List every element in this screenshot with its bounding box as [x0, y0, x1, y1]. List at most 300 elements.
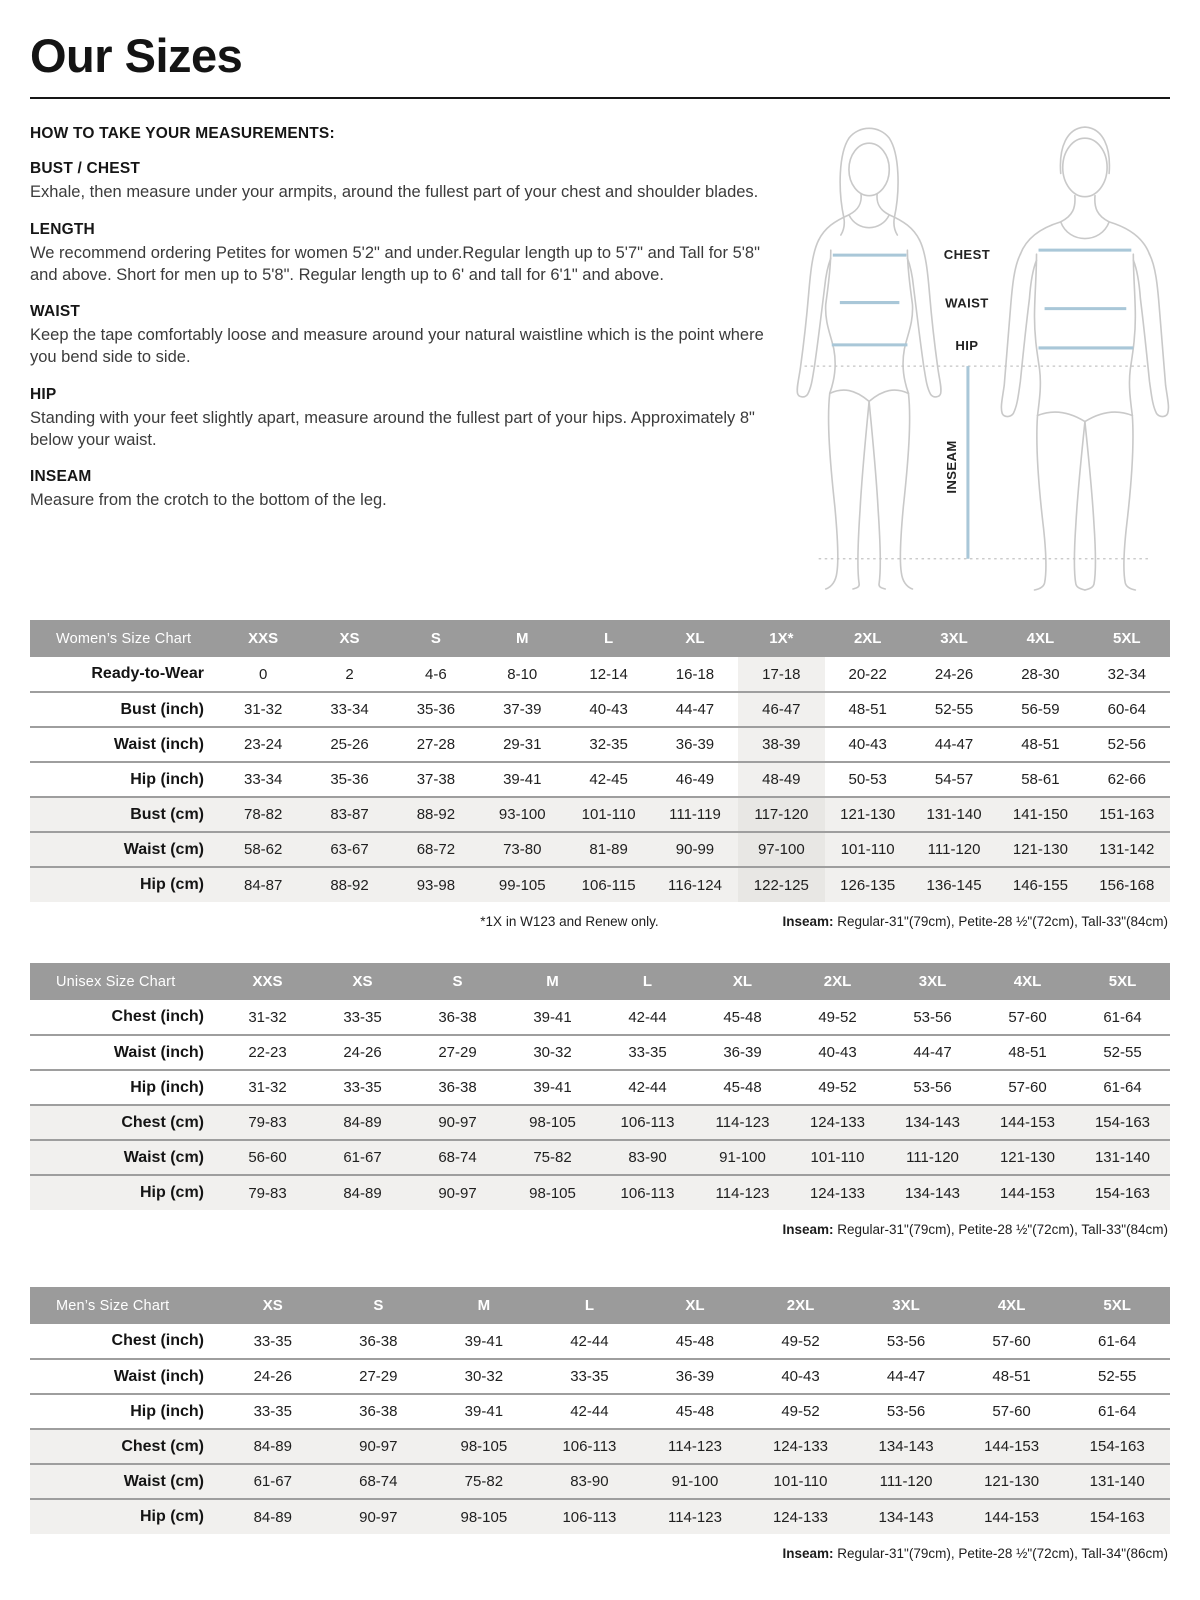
size-cell: 58-62 — [220, 832, 306, 867]
size-cell: 24-26 — [343, 1044, 382, 1061]
size-cell: 33-34 — [243, 771, 283, 788]
row-label: Waist (inch) — [113, 735, 204, 753]
size-cell: 84-89 — [220, 1429, 326, 1464]
size-cell: 45-48 — [723, 1008, 762, 1026]
size-cell: 84-87 — [220, 867, 306, 902]
size-cell: 48-51 — [848, 701, 887, 718]
row-label: Waist (cm) — [30, 1140, 220, 1175]
size-cell: 44-47 — [675, 701, 715, 718]
size-cell: 84-89 — [220, 1499, 326, 1534]
size-cell: 52-56 — [1107, 736, 1146, 753]
size-cell: 37-39 — [503, 701, 542, 718]
size-column-header: XXS — [220, 963, 315, 1000]
size-cell: 146-155 — [997, 867, 1083, 902]
size-cell: 8-10 — [507, 665, 538, 683]
size-cell: 46-47 — [738, 692, 824, 727]
size-cell: 98-105 — [431, 1429, 537, 1464]
section-body-inseam: Measure from the crotch to the bottom of the leg. — [30, 491, 387, 510]
size-cell: 68-74 — [326, 1464, 432, 1499]
size-cell: 121-130 — [997, 832, 1083, 867]
table-row — [30, 1359, 1170, 1394]
size-cell: 44-47 — [934, 736, 974, 753]
table-title: Women’s Size Chart — [30, 620, 220, 657]
header-row — [30, 963, 1170, 1000]
size-cell: 97-100 — [738, 832, 824, 867]
size-column-header: M — [505, 963, 600, 1000]
size-cell: 42-44 — [628, 1008, 667, 1026]
size-cell: 75-82 — [505, 1140, 600, 1175]
size-cell: 4-6 — [425, 665, 447, 683]
size-cell: 58-61 — [1021, 771, 1060, 788]
header-row — [30, 620, 1170, 657]
size-cell: 49-52 — [781, 1403, 820, 1420]
row-label: Chest (cm) — [30, 1429, 220, 1464]
table-row — [30, 1175, 1170, 1210]
size-cell: 90-97 — [410, 1175, 505, 1210]
size-column-header: 5XL — [1064, 1287, 1170, 1324]
size-cell: 38-39 — [738, 727, 824, 762]
inseam-note-label: Inseam: — [782, 1222, 834, 1237]
size-column-header: 2XL — [825, 620, 911, 657]
size-cell: 40-43 — [781, 1368, 820, 1385]
size-cell: 31-32 — [248, 1079, 287, 1096]
size-cell: 44-47 — [913, 1044, 952, 1061]
size-cell: 44-47 — [886, 1368, 926, 1385]
size-cell: 106-113 — [537, 1499, 643, 1534]
size-cell: 28-30 — [1021, 665, 1060, 683]
size-cell: 25-26 — [330, 736, 369, 753]
size-cell: 101-110 — [825, 832, 911, 867]
inseam-label: INSEAM — [943, 440, 959, 494]
size-cell: 68-72 — [393, 832, 479, 867]
size-cell: 68-74 — [410, 1140, 505, 1175]
size-cell: 37-38 — [416, 771, 456, 788]
size-cell: 131-140 — [911, 797, 997, 832]
size-cell: 98-105 — [431, 1499, 537, 1534]
size-cell: 39-41 — [464, 1332, 504, 1350]
size-cell: 27-28 — [416, 736, 456, 753]
size-cell: 42-44 — [570, 1403, 609, 1420]
size-cell: 124-133 — [790, 1175, 885, 1210]
size-cell: 78-82 — [220, 797, 306, 832]
size-cell: 31-32 — [248, 1008, 287, 1026]
table-row — [30, 867, 1170, 902]
table-row — [30, 727, 1170, 762]
size-cell: 156-168 — [1084, 867, 1170, 902]
size-cell: 54-57 — [934, 771, 974, 788]
table-row — [30, 797, 1170, 832]
size-cell: 56-59 — [1021, 701, 1060, 718]
size-cell: 57-60 — [1008, 1008, 1047, 1026]
footnote-inseam-note — [782, 1546, 1168, 1561]
size-cell: 33-35 — [253, 1403, 292, 1420]
size-cell: 2 — [345, 665, 354, 683]
size-cell: 42-44 — [628, 1079, 667, 1096]
size-cell: 154-163 — [1064, 1499, 1170, 1534]
size-column-header: 3XL — [911, 620, 997, 657]
size-cell: 40-43 — [589, 701, 628, 718]
size-cell: 57-60 — [992, 1403, 1031, 1420]
size-cell: 111-119 — [652, 797, 738, 832]
woman-figure — [797, 128, 941, 589]
size-cell: 114-123 — [642, 1499, 748, 1534]
size-cell: 106-113 — [537, 1429, 643, 1464]
mens-size-chart-table — [30, 1287, 1170, 1534]
size-cell: 42-45 — [589, 771, 628, 788]
size-cell: 31-32 — [243, 701, 283, 718]
size-cell: 53-56 — [913, 1008, 952, 1026]
size-cell: 79-83 — [220, 1175, 315, 1210]
row-label: Chest (cm) — [30, 1105, 220, 1140]
womens-table-footnote — [30, 914, 1170, 933]
size-cell: 61-64 — [1098, 1403, 1137, 1420]
unisex-size-chart-table — [30, 963, 1170, 1210]
size-column-header: 5XL — [1075, 963, 1170, 1000]
section-title-inseam: INSEAM — [30, 468, 92, 486]
row-label: Chest (inch) — [111, 1332, 204, 1349]
size-cell: 27-29 — [359, 1368, 398, 1385]
size-cell: 33-34 — [330, 701, 369, 718]
size-cell: 121-130 — [825, 797, 911, 832]
size-column-header: XL — [642, 1287, 748, 1324]
size-cell: 20-22 — [848, 665, 887, 683]
size-cell: 36-39 — [675, 736, 715, 753]
size-cell: 27-29 — [438, 1044, 477, 1061]
table-row — [30, 657, 1170, 692]
section-title-bust-chest: BUST / CHEST — [30, 160, 141, 177]
row-label: Chest (inch) — [111, 1008, 204, 1025]
size-cell: 45-48 — [723, 1079, 762, 1096]
size-cell: 141-150 — [997, 797, 1083, 832]
size-column-header: M — [479, 620, 565, 657]
size-cell: 45-48 — [675, 1332, 715, 1350]
size-cell: 39-41 — [533, 1079, 572, 1096]
size-cell: 24-26 — [253, 1368, 292, 1385]
size-cell: 84-89 — [315, 1105, 410, 1140]
row-label: Waist (inch) — [113, 1043, 204, 1061]
size-cell: 81-89 — [565, 832, 651, 867]
size-cell: 111-120 — [911, 832, 997, 867]
size-cell: 101-110 — [748, 1464, 854, 1499]
size-column-header: 5XL — [1084, 620, 1170, 657]
size-column-header: L — [600, 963, 695, 1000]
size-cell: 106-115 — [565, 867, 651, 902]
size-cell: 61-67 — [315, 1140, 410, 1175]
size-cell: 29-31 — [503, 736, 542, 753]
row-label: Waist (cm) — [30, 832, 220, 867]
size-cell: 131-140 — [1064, 1464, 1170, 1499]
section-body-bust-chest: Exhale, then measure under your armpits, around the fullest part of your chest and shoulder blades. — [30, 183, 759, 201]
size-cell: 36-39 — [675, 1368, 715, 1385]
size-column-header: L — [565, 620, 651, 657]
size-cell: 73-80 — [479, 832, 565, 867]
size-column-header: 2XL — [790, 963, 885, 1000]
size-cell: 52-55 — [1098, 1368, 1137, 1385]
size-cell: 117-120 — [738, 797, 824, 832]
inseam-note-text: Regular-31"(79cm), Petite-28 ½"(72cm), Tall-33"(84cm) — [833, 1222, 1168, 1237]
size-cell: 136-145 — [911, 867, 997, 902]
size-cell: 134-143 — [885, 1105, 980, 1140]
size-column-header: 4XL — [980, 963, 1075, 1000]
size-cell: 52-55 — [934, 701, 974, 718]
size-cell: 114-123 — [642, 1429, 748, 1464]
mens-size-chart-section — [30, 1287, 1170, 1565]
size-cell: 122-125 — [738, 867, 824, 902]
size-cell: 50-53 — [848, 771, 887, 788]
size-cell: 90-97 — [326, 1429, 432, 1464]
section-body-length: We recommend ordering Petites for women 5'2" and under.Regular length up to 5'7" and Tall for 5'8" and above. Short for men up to 5'8". Regular length up to 6' and tall for 6'1" and above. — [30, 243, 760, 284]
size-cell: 126-135 — [825, 867, 911, 902]
size-column-header: S — [393, 620, 479, 657]
size-cell: 154-163 — [1064, 1429, 1170, 1464]
man-figure — [1001, 127, 1168, 590]
size-cell: 36-38 — [438, 1079, 477, 1096]
row-label: Bust (inch) — [120, 700, 204, 718]
size-cell: 144-153 — [959, 1499, 1065, 1534]
size-cell: 131-140 — [1075, 1140, 1170, 1175]
size-cell: 99-105 — [479, 867, 565, 902]
size-cell: 121-130 — [959, 1464, 1065, 1499]
footnote-asterisk-note: *1X in W123 and Renew only. — [480, 914, 659, 929]
table-row — [30, 1324, 1170, 1359]
size-cell: 106-113 — [600, 1175, 695, 1210]
size-cell: 124-133 — [790, 1105, 885, 1140]
size-cell: 114-123 — [695, 1105, 790, 1140]
size-cell: 154-163 — [1075, 1175, 1170, 1210]
size-cell: 90-99 — [652, 832, 738, 867]
size-cell: 48-51 — [1021, 736, 1060, 753]
size-column-header: S — [410, 963, 505, 1000]
measurement-instructions — [30, 125, 778, 512]
table-row — [30, 1000, 1170, 1035]
size-cell: 39-41 — [464, 1403, 504, 1420]
footnote-inseam-note — [782, 914, 1168, 929]
size-cell: 17-18 — [738, 657, 824, 692]
size-cell: 144-153 — [980, 1175, 1075, 1210]
table-row — [30, 1394, 1170, 1429]
size-cell: 32-34 — [1107, 665, 1146, 683]
unisex-table-footnote — [30, 1222, 1170, 1241]
size-column-header: XS — [220, 1287, 326, 1324]
section-title-waist: WAIST — [30, 303, 81, 321]
size-cell: 84-89 — [315, 1175, 410, 1210]
section-body-waist: Keep the tape comfortably loose and measure around your natural waistline which is the point where you bend side to side. — [30, 326, 764, 367]
size-cell: 33-35 — [570, 1368, 609, 1385]
size-cell: 124-133 — [748, 1499, 854, 1534]
size-cell: 49-52 — [818, 1079, 857, 1096]
section-body-hip: Standing with your feet slightly apart, measure around the fullest part of your hips. Approximately 8" below your waist. — [30, 408, 755, 449]
inseam-note-text: Regular-31"(79cm), Petite-28 ½"(72cm), Tall-34"(86cm) — [833, 1546, 1168, 1561]
size-cell: 16-18 — [675, 665, 715, 683]
table-row — [30, 692, 1170, 727]
size-cell: 151-163 — [1084, 797, 1170, 832]
size-cell: 45-48 — [675, 1403, 715, 1420]
row-label: Bust (cm) — [30, 797, 220, 832]
size-cell: 33-35 — [253, 1332, 292, 1350]
header-row — [30, 1287, 1170, 1324]
size-cell: 90-97 — [410, 1105, 505, 1140]
measurement-content-row — [30, 125, 1170, 596]
table-row — [30, 832, 1170, 867]
row-label: Hip (inch) — [130, 1078, 204, 1096]
size-cell: 121-130 — [980, 1140, 1075, 1175]
row-label: Hip (cm) — [30, 867, 220, 902]
footnote-inseam-note — [782, 1222, 1168, 1237]
womens-size-chart-section — [30, 620, 1170, 933]
size-cell: 36-39 — [723, 1044, 762, 1061]
size-cell: 144-153 — [980, 1105, 1075, 1140]
size-cell: 131-142 — [1084, 832, 1170, 867]
size-cell: 57-60 — [992, 1332, 1031, 1350]
section-title-hip: HIP — [30, 385, 57, 403]
row-label: Waist (cm) — [30, 1464, 220, 1499]
size-cell: 39-41 — [503, 771, 542, 788]
size-cell: 90-97 — [326, 1499, 432, 1534]
size-cell: 32-35 — [589, 736, 628, 753]
size-cell: 24-26 — [934, 665, 974, 683]
size-cell: 40-43 — [848, 736, 887, 753]
size-cell: 63-67 — [306, 832, 392, 867]
size-cell: 134-143 — [885, 1175, 980, 1210]
size-cell: 48-49 — [738, 762, 824, 797]
table-row — [30, 1464, 1170, 1499]
size-cell: 36-38 — [359, 1403, 398, 1420]
size-cell: 61-64 — [1103, 1079, 1142, 1096]
size-cell: 83-87 — [306, 797, 392, 832]
size-cell: 61-67 — [220, 1464, 326, 1499]
size-charts — [30, 620, 1170, 1565]
page-title: Our Sizes — [30, 29, 243, 82]
section-title-length: LENGTH — [30, 220, 95, 238]
size-cell: 53-56 — [913, 1079, 952, 1096]
size-column-header: XS — [315, 963, 410, 1000]
row-label: Waist (inch) — [113, 1367, 204, 1385]
size-cell: 88-92 — [393, 797, 479, 832]
size-column-header: XXS — [220, 620, 306, 657]
size-column-header: 4XL — [997, 620, 1083, 657]
size-cell: 48-51 — [1008, 1044, 1047, 1061]
size-cell: 39-41 — [533, 1008, 572, 1026]
size-cell: 12-14 — [589, 665, 628, 683]
size-cell: 56-60 — [220, 1140, 315, 1175]
size-column-header: XS — [306, 620, 392, 657]
body-measurement-illustration — [782, 117, 1170, 591]
size-column-header: M — [431, 1287, 537, 1324]
waist-label: WAIST — [945, 295, 989, 311]
size-cell: 101-110 — [790, 1140, 885, 1175]
size-cell: 91-100 — [695, 1140, 790, 1175]
inseam-note-label: Inseam: — [782, 914, 834, 929]
size-cell: 40-43 — [818, 1044, 857, 1061]
size-cell: 124-133 — [748, 1429, 854, 1464]
size-cell: 83-90 — [600, 1140, 695, 1175]
size-cell: 154-163 — [1075, 1105, 1170, 1140]
size-cell: 98-105 — [505, 1105, 600, 1140]
size-cell: 114-123 — [695, 1175, 790, 1210]
size-cell: 93-98 — [393, 867, 479, 902]
size-cell: 46-49 — [675, 771, 715, 788]
size-cell: 52-55 — [1103, 1044, 1142, 1061]
size-cell: 23-24 — [243, 736, 283, 753]
size-cell: 30-32 — [533, 1044, 572, 1061]
size-column-header: 4XL — [959, 1287, 1065, 1324]
table-row — [30, 762, 1170, 797]
size-cell: 116-124 — [652, 867, 738, 902]
size-cell: 36-38 — [359, 1332, 398, 1350]
size-cell: 57-60 — [1008, 1079, 1047, 1096]
table-row — [30, 1429, 1170, 1464]
size-cell: 111-120 — [885, 1140, 980, 1175]
size-cell: 42-44 — [570, 1332, 609, 1350]
instructions-heading: HOW TO TAKE YOUR MEASUREMENTS: — [30, 125, 335, 142]
table-row — [30, 1140, 1170, 1175]
size-cell: 30-32 — [464, 1368, 504, 1385]
size-cell: 75-82 — [431, 1464, 537, 1499]
size-cell: 88-92 — [306, 867, 392, 902]
size-cell: 35-36 — [416, 701, 456, 718]
size-cell: 134-143 — [853, 1499, 959, 1534]
size-column-header: 3XL — [853, 1287, 959, 1324]
size-column-header: S — [326, 1287, 432, 1324]
size-cell: 33-35 — [628, 1044, 667, 1061]
size-cell: 79-83 — [220, 1105, 315, 1140]
row-label: Hip (inch) — [130, 770, 204, 788]
size-cell: 48-51 — [992, 1368, 1031, 1385]
size-cell: 61-64 — [1098, 1332, 1137, 1350]
size-cell: 91-100 — [642, 1464, 748, 1499]
unisex-size-chart-section — [30, 963, 1170, 1241]
size-cell: 144-153 — [959, 1429, 1065, 1464]
table-row — [30, 1070, 1170, 1105]
size-column-header: 2XL — [748, 1287, 854, 1324]
size-cell: 33-35 — [343, 1079, 382, 1096]
size-cell: 98-105 — [505, 1175, 600, 1210]
mens-table-footnote — [30, 1546, 1170, 1565]
size-cell: 83-90 — [537, 1464, 643, 1499]
size-cell: 33-35 — [343, 1008, 382, 1026]
size-cell: 35-36 — [330, 771, 369, 788]
size-cell: 36-38 — [438, 1008, 477, 1026]
title-divider — [30, 97, 1170, 99]
table-title: Men’s Size Chart — [30, 1287, 220, 1324]
size-cell: 22-23 — [248, 1044, 287, 1061]
size-cell: 134-143 — [853, 1429, 959, 1464]
measurement-diagram — [782, 117, 1170, 596]
size-cell: 101-110 — [565, 797, 651, 832]
size-cell: 53-56 — [886, 1403, 926, 1420]
hip-label: HIP — [955, 337, 979, 353]
inseam-note-text: Regular-31"(79cm), Petite-28 ½"(72cm), Tall-33"(84cm) — [833, 914, 1168, 929]
size-cell: 60-64 — [1107, 701, 1146, 718]
size-cell: 106-113 — [600, 1105, 695, 1140]
table-title: Unisex Size Chart — [30, 963, 220, 1000]
size-cell: 49-52 — [818, 1008, 857, 1026]
table-row — [30, 1105, 1170, 1140]
size-column-header: 1X* — [738, 620, 824, 657]
size-column-header: XL — [695, 963, 790, 1000]
row-label: Ready-to-Wear — [91, 665, 204, 682]
size-cell: 49-52 — [781, 1332, 820, 1350]
size-cell: 93-100 — [479, 797, 565, 832]
womens-size-chart-table — [30, 620, 1170, 902]
size-cell: 0 — [259, 665, 268, 683]
row-label: Hip (cm) — [30, 1175, 220, 1210]
size-column-header: 3XL — [885, 963, 980, 1000]
inseam-note-label: Inseam: — [782, 1546, 834, 1561]
size-cell: 53-56 — [886, 1332, 926, 1350]
size-column-header: L — [537, 1287, 643, 1324]
table-row — [30, 1035, 1170, 1070]
